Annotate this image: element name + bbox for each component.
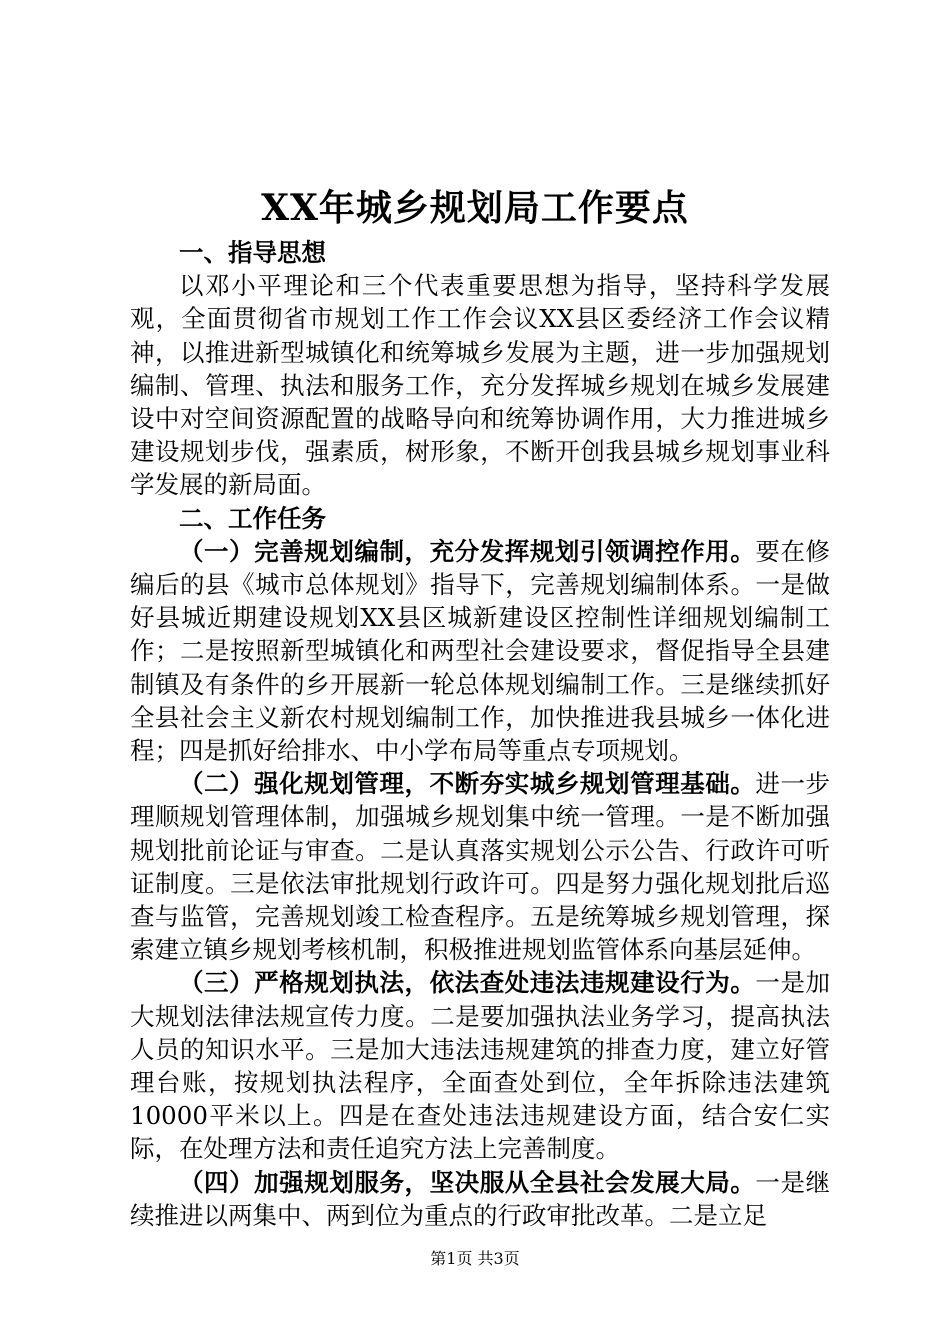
document-title: XX年城乡规划局工作要点 [261,187,689,229]
task-body-3: 一是加大规划法律法规宣传力度。二是要加强执法业务学习，提高执法人员的知识水平。三是加大违法违规建筑的排查力度，建立好管理台账，按规划执法程序，全面查处到位，全年拆除违法建筑10000平米以上。四是在查处违法违规建设方面，结合安仁实际，在处理方法和责任追究方法上完善制度。 [130,968,831,1164]
task-paragraph-3 [130,966,830,1165]
document-body [130,236,830,1232]
task-lead-3: （三）严格规划执法，依法查处违法违规建设行为。 [179,968,756,998]
task-paragraph-4 [130,1166,830,1232]
guiding-ideology-paragraph: 以邓小平理论和三个代表重要思想为指导，坚持科学发展观，全面贯彻省市规划工作工作会议XX县区委经济工作会议精神，以推进新型城镇化和统筹城乡发展为主题，进一步加强规划编制、管理、执法和服务工作，充分发挥城乡规划在城乡发展建设中对空间资源配置的战略导向和统筹协调作用，大力推进城乡建设规划步伐，强素质，树形象，不断开创我县城乡规划事业科学发展的新局面。 [130,271,830,500]
task-body-2: 进一步理顺规划管理体制，加强城乡规划集中统一管理。一是不断加强规划批前论证与审查。二是认真落实规划公示公告、行政许可听证制度。三是依法审批规划行政许可。四是努力强化规划批后巡查与监管，完善规划竣工检查程序。五是统筹城乡规划管理，探索建立镇乡规划考核机制，积极推进规划监管体系向基层延伸。 [130,769,831,965]
task-lead-1: （一）完善规划编制，充分发挥规划引领调控作用。 [179,536,756,566]
page-number-footer: 第1页 共3页 [430,1249,520,1268]
section-heading-guiding-ideology: 一、指导思想 [179,238,326,267]
task-lead-2: （二）强化规划管理，不断夯实城乡规划管理基础。 [179,769,756,799]
task-paragraph-2 [130,767,830,966]
task-body-4: 一是继续推进以两集中、两到位为重点的行政审批改革。二是立足 [130,1167,831,1230]
task-paragraph-1 [130,535,830,767]
section-heading-work-tasks: 二、工作任务 [179,503,326,533]
task-body-1: 要在修编后的县《城市总体规划》指导下，完善规划编制体系。一是做好县城近期建设规划XX县区城新建设区控制性详细规划编制工作；二是按照新型城镇化和两型社会建设要求，督促指导全县建制镇及有条件的乡开展新一轮总体规划编制工作。三是继续抓好全县社会主义新农村规划编制工作，加快推进我县城乡一体化进程；四是抓好给排水、中小学布局等重点专项规划。 [130,536,831,766]
task-lead-4: （四）加强规划服务，坚决服从全县社会发展大局。 [179,1167,756,1197]
